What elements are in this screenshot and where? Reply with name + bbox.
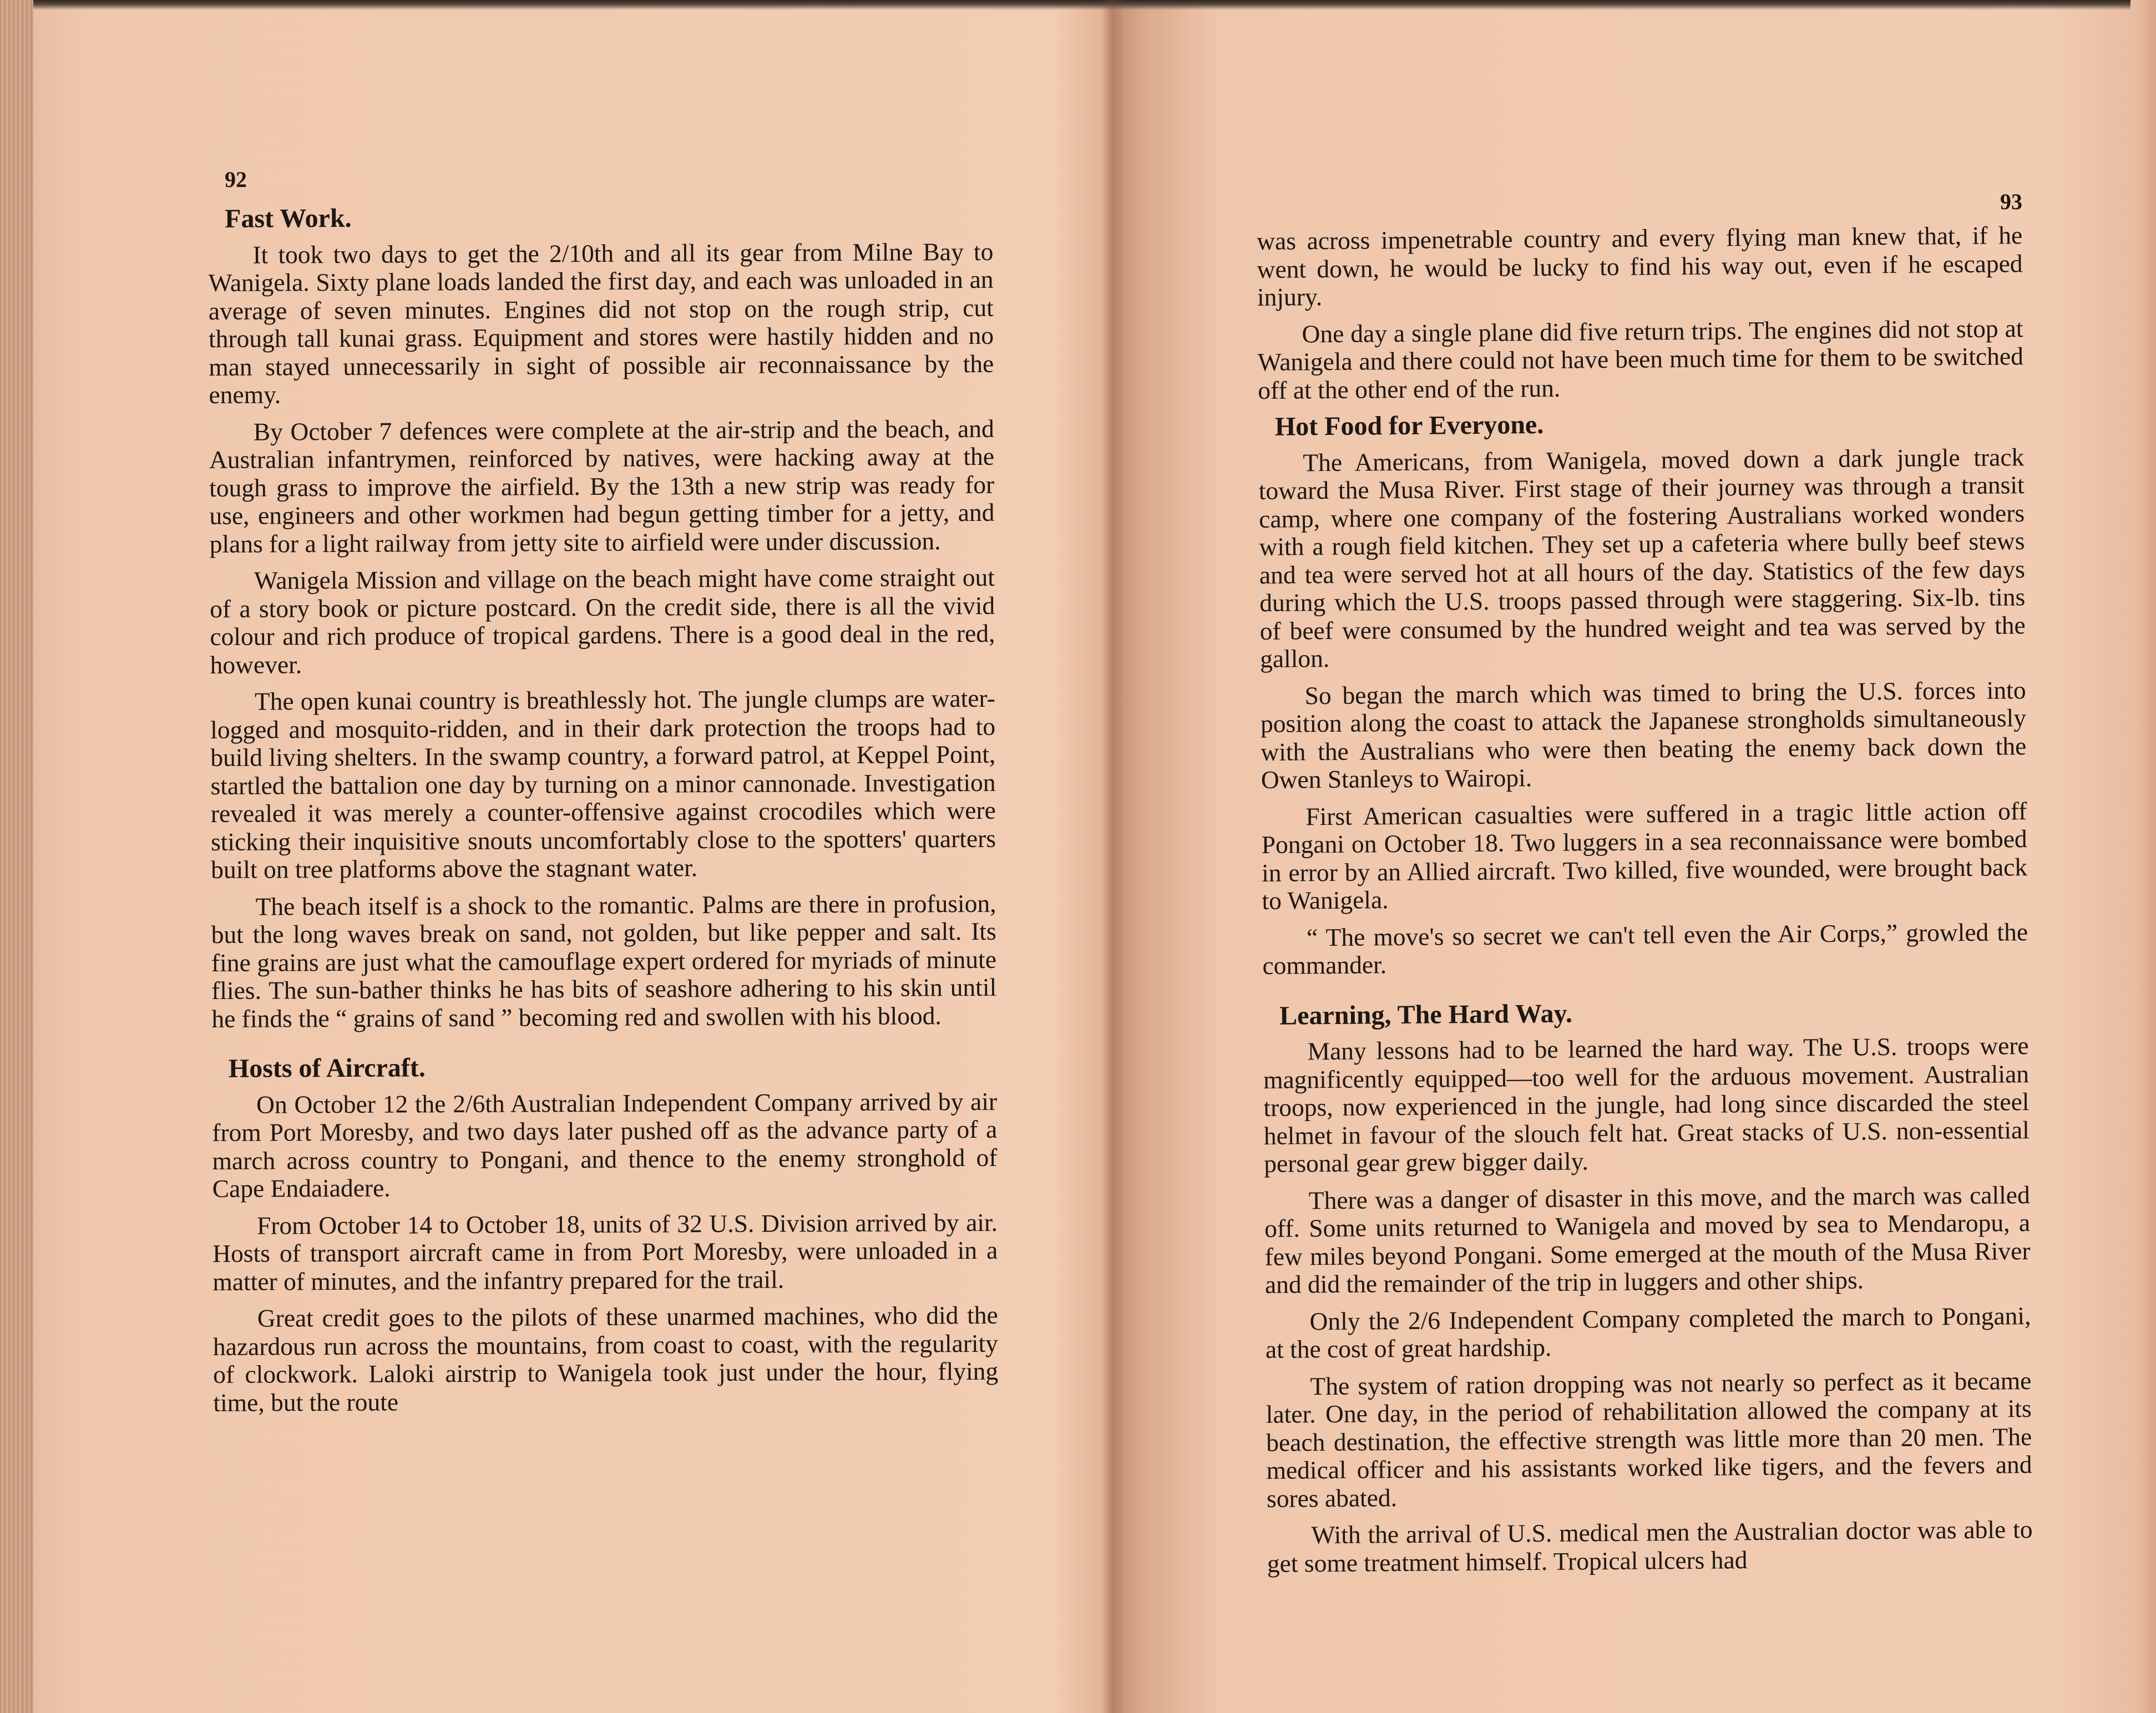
paragraph: First American casualties were suffered in a tragic little action off Pongani on October 18. Two luggers in a sea reconnaissance were bombed in error by an Allied aircraft. Two killed, five wounded, were brought back to Wanigela. [1261,796,2028,915]
paragraph: One day a single plane did five return trips. The engines did not stop at Wanigela and there could not have been much time for them to be switched off at the other end of the run. [1257,313,2024,404]
paragraph: Wanigela Mission and village on the beach might have come straight out of a story book or picture postcard. On the credit side, there is all the vivid colour and rich produce of tropical gardens. There is a good deal in the red, however. [210,562,995,679]
heading-fast-work: Fast Work. [224,203,352,234]
paragraph: There was a danger of disaster in this move, and the march was called off. Some units returned to Wanigela and moved by sea to Mendaropu, a few miles beyond Pongani. Some emerged at the mouth of the Musa River and did the remainder of the trip in luggers and other ships. [1264,1180,2031,1299]
paragraph: Great credit goes to the pilots of these unarmed machines, who did the hazardous run across the mountains, from coast to coast, with the regularity of clockwork. Laloki airstrip to Wanigela took just under the hour, flying time, but the route [212,1300,999,1417]
paragraph: So began the march which was timed to bring the U.S. forces into position along the coast to attack the Japanese strongholds simultaneously with the Australians who were then beating the enemy back down the Owen Stanleys to Wairopi. [1260,675,2027,794]
paragraph: The Americans, from Wanigela, moved down a dark jungle track toward the Musa River. First stage of their journey was through a transit camp, where one company of the fostering Australians worked wonders with a rough field kitchen. They set up a cafeteria where bully beef stews and tea were served hot at all hours of the day. Statistics of the few days during which the U.S. troops passed through were staggering. Six-lb. tins of beef were consumed by the hundred weight and tea was served by the gallon. [1258,442,2026,673]
paragraph: The beach itself is a shock to the romantic. Palms are there in profusion, but the long waves break on sand, not golden, but like pepper and salt. Its fine grains are just what the camouflage expert ordered for myriads of minute flies. The sun-bather thinks he has bits of seashore adhering to his skin until he finds the “ grains of sand ” becoming red and swollen with his blood. [211,889,997,1033]
page-number-right: 93 [2000,189,2022,214]
continued-paragraph: was across impenetrable country and every flying man knew that, if he went down, he would be lucky to find his way out, even if he escaped injury. [1256,221,2023,311]
paragraph: The system of ration dropping was not nearly so perfect as it became later. One day, in the period of rehabilitation allowed the company at its beach destination, the effective strength was little more than 20 men. The medical officer and his assistants worked like tigers, and the fevers and sores abated. [1266,1366,2032,1513]
paragraph: The open kunai country is breathlessly hot. The jungle clumps are water-logged and mosquito-ridden, and in their dark protection the troops had to build living shelters. In the swamp country, a forward patrol, at Keppel Point, startled the battalion one day by turning on a minor cannonade. Investigation revealed it was merely a counter-offensive against crocodiles which were sticking their inquisitive snouts uncomfortably close to the spotters' quarters built on tree platforms above the stagnant water. [210,683,996,884]
paragraph: By October 7 defences were complete at the air-strip and the beach, and Australian infantrymen, reinforced by natives, were hacking away at the tough grass to improve the airfield. By the 13th a new strip was ready for use, engineers and other workmen had begun getting timber for a jetty, and plans for a light railway from jetty site to airfield were under discussion. [209,414,995,558]
paragraph: With the arrival of U.S. medical men the Australian doctor was able to get some treatment himself. Tropical ulcers had [1267,1515,2033,1578]
paragraph: From October 14 to October 18, units of 32 U.S. Division arrived by air. Hosts of transport aircraft came in from Port Moresby, were unloaded in a matter of minutes, and the infantry prepared for the trail. [212,1208,998,1296]
paragraph: On October 12 the 2/6th Australian Independent Company arrived by air from Port Moresby, and two days later pushed off as the advance party of a march across country to Pongani, and thence to the enemy stronghold of Cape Endaiadere. [212,1087,998,1203]
heading-learning-hard-way: Learning, The Hard Way. [1279,999,1573,1031]
paragraph: It took two days to get the 2/10th and all its gear from Milne Bay to Wanigela. Sixty plane loads landed the first day, and each was unloaded in an average of seven minutes. Engines did not stop on the rough strip, cut through tall kunai grass. Equipment and stores were hastily hidden and no man stayed unnecessarily in sight of possible air reconnaissance by the enemy. [208,237,994,409]
top-shadow [33,0,2130,10]
right-page-text [1257,221,2033,1587]
paragraph: “ The move's so secret we can't tell even the Air Corps,” growled the commander. [1262,917,2028,980]
paragraph: Many lessons had to be learned the hard way. The U.S. troops were magnificently equipped—too well for the arduous movement. Australian troops, now experienced in the jungle, had long since discarded the steel helmet in favour of the slouch felt hat. Great stacks of U.S. non-essential personal gear grew bigger daily. [1263,1031,2030,1178]
book-gutter [1101,0,1123,1713]
paragraph: Only the 2/6 Independent Company completed the march to Pongani, at the cost of great hardship. [1265,1301,2031,1364]
left-page-text [208,202,999,1426]
page-number-left: 92 [225,167,247,192]
heading-hot-food: Hot Food for Everyone. [1274,409,1544,442]
heading-hosts-of-aircraft: Hosts of Aircraft. [228,1053,426,1083]
page-edges [0,0,33,1713]
